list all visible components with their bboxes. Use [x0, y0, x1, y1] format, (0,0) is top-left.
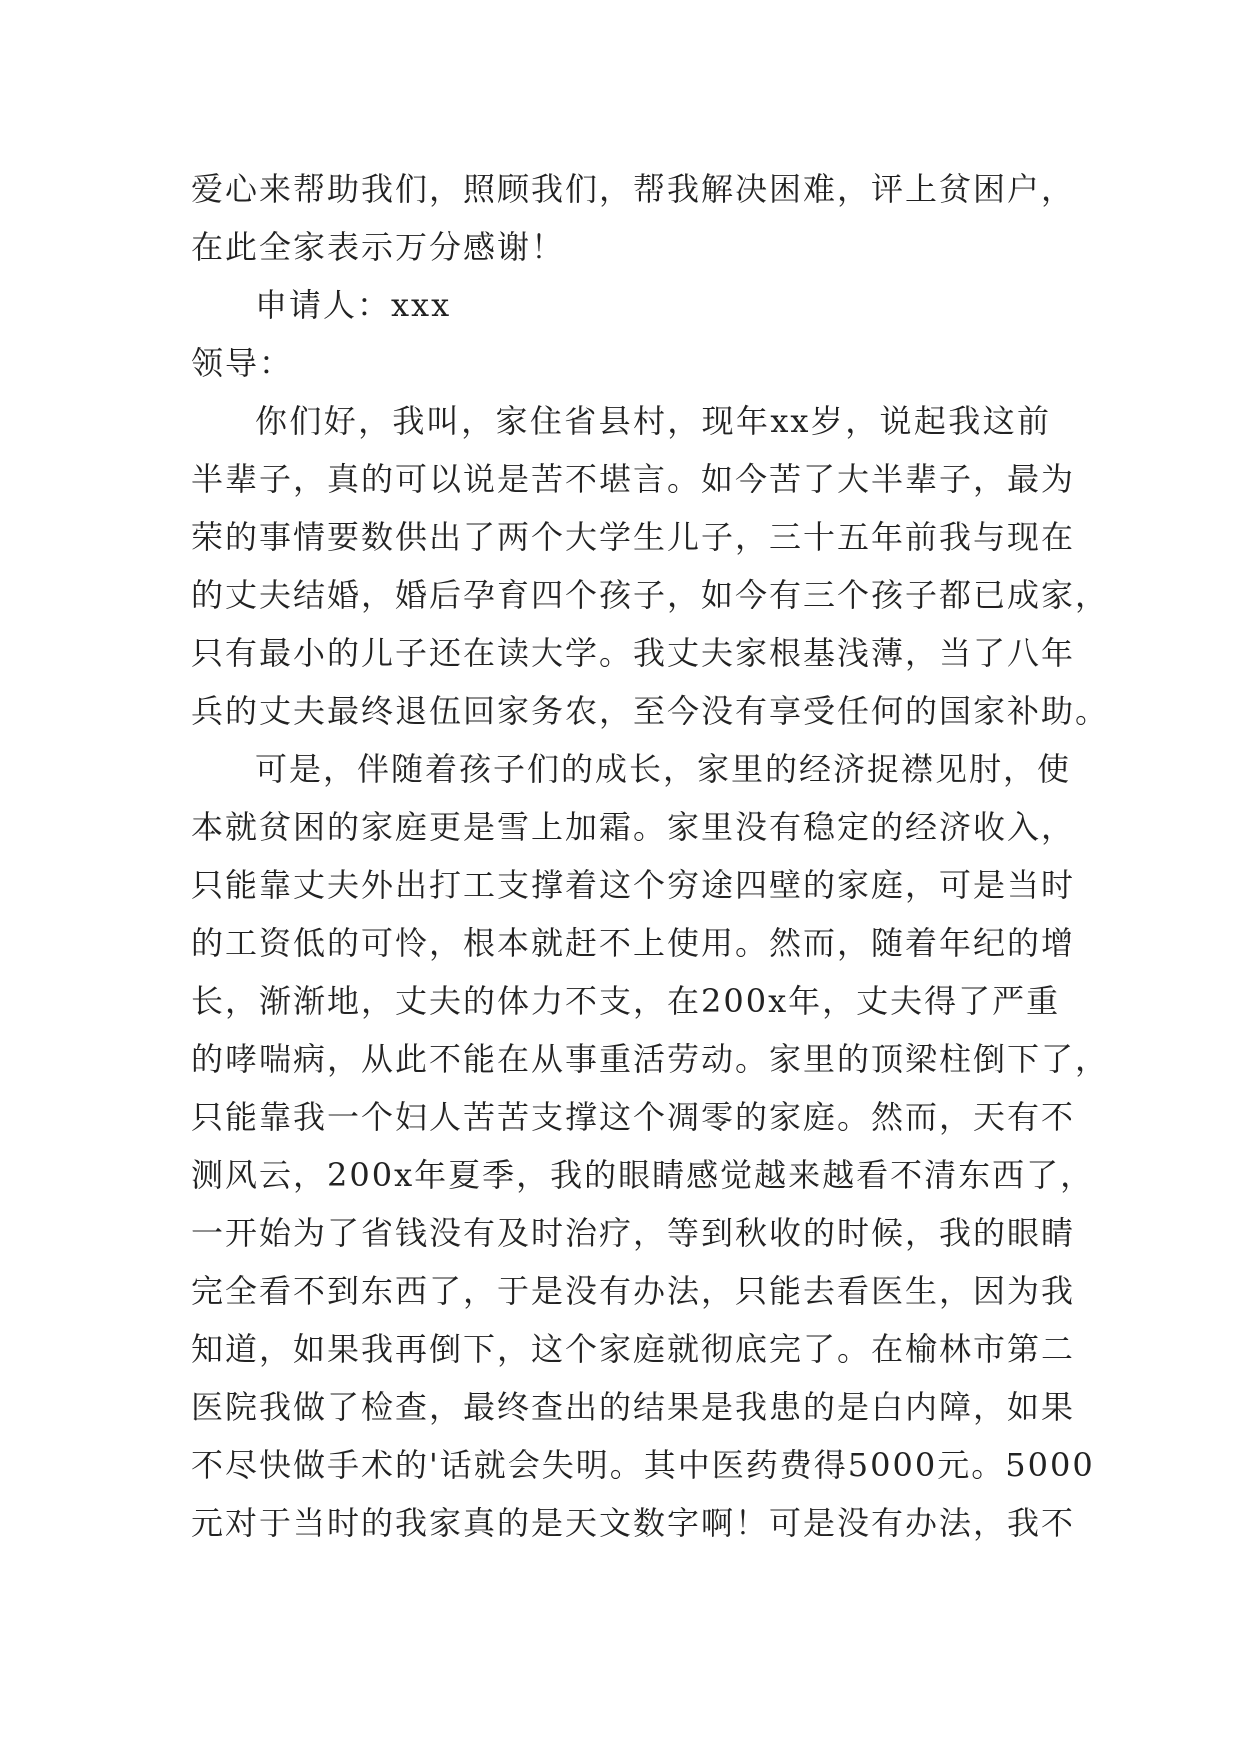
text-line-7: 荣的事情要数供出了两个大学生儿子，三十五年前我与现在 [191, 518, 1076, 556]
text-line-11: 可是，伴随着孩子们的成长，家里的经济捉襟见肘，使 [255, 750, 1072, 788]
text-line-1: 爱心来帮助我们，照顾我们，帮我解决困难，评上贫困户， [191, 170, 1076, 208]
text-line-12: 本就贫困的家庭更是雪上加霜。家里没有稳定的经济收入， [191, 808, 1076, 846]
text-line-17: 只能靠我一个妇人苦苦支撑这个凋零的家庭。然而，天有不 [191, 1098, 1076, 1136]
text-line-14: 的工资低的可怜，根本就赶不上使用。然而，随着年纪的增 [191, 924, 1076, 962]
text-line-5: 你们好，我叫，家住省县村，现年xx岁，说起我这前 [255, 402, 1051, 440]
text-line-16: 的哮喘病，从此不能在从事重活劳动。家里的顶梁柱倒下了， [191, 1040, 1110, 1078]
text-line-23: 不尽快做手术的'话就会失明。其中医药费得5000元。5000 [191, 1446, 1095, 1484]
text-line-2: 在此全家表示万分感谢！ [191, 228, 566, 266]
text-line-8: 的丈夫结婚，婚后孕育四个孩子，如今有三个孩子都已成家， [191, 576, 1110, 614]
text-line-10: 兵的丈夫最终退伍回家务农，至今没有享受任何的国家补助。 [191, 692, 1110, 730]
text-line-15: 长，渐渐地，丈夫的体力不支，在200x年，丈夫得了严重 [191, 982, 1061, 1020]
text-line-18: 测风云，200x年夏季，我的眼睛感觉越来越看不清东西了， [191, 1156, 1095, 1194]
text-line-22: 医院我做了检查，最终查出的结果是我患的是白内障，如果 [191, 1388, 1076, 1426]
text-line-13: 只能靠丈夫外出打工支撑着这个穷途四壁的家庭，可是当时 [191, 866, 1076, 904]
text-line-6: 半辈子，真的可以说是苦不堪言。如今苦了大半辈子，最为 [191, 460, 1076, 498]
text-line-20: 完全看不到东西了，于是没有办法，只能去看医生，因为我 [191, 1272, 1076, 1310]
text-line-9: 只有最小的儿子还在读大学。我丈夫家根基浅薄，当了八年 [191, 634, 1076, 672]
salutation-line: 领导： [191, 344, 294, 382]
text-line-19: 一开始为了省钱没有及时治疗，等到秋收的时候，我的眼睛 [191, 1214, 1076, 1252]
applicant-line: 申请人：xxx [255, 286, 452, 324]
text-line-24: 元对于当时的我家真的是天文数字啊！可是没有办法，我不 [191, 1504, 1076, 1542]
text-line-21: 知道，如果我再倒下，这个家庭就彻底完了。在榆林市第二 [191, 1330, 1076, 1368]
